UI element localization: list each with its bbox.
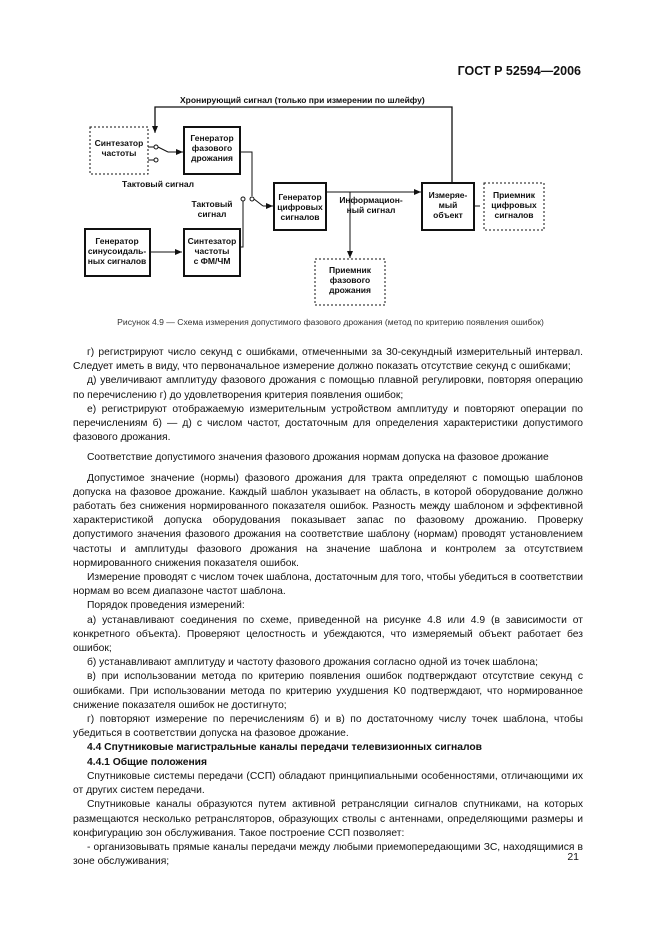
paragraph: Допустимое значение (нормы) фазового дрожания для тракта определяют с помощью шаблонов допуска на фазовое дрожание. Каждый шаблон указывает на область, в которой оборудование должно работать без снижения нормированного показателя ошибок. Разность между шаблоном и эффективной характеристикой допуска оборудования показывает запас по фазовому дрожанию. Проверку допустимого значения фазового дрожания на соответствие шаблону (нормам) проводят установлением частоты и амплитуды фазового дрожания на значение шаблона и контролем за отсутствием нормированного снижения показателя ошибок. (73, 472, 583, 569)
jitter-receiver-label: Приемник фазового дрожания (328, 265, 372, 295)
phase-jitter-generator-label: Генератор фазового дрожания (190, 133, 234, 163)
paragraph: в) при использовании метода по критерию появления ошибок подтверждают отсутствие секунд с ошибками. При использовании метода по критерию ухудшения K0 подтверждают, что нормированное снижение показателя ошибок не достигнуто; (73, 671, 583, 711)
paragraph: е) регистрируют отображаемую измерительным устройством амплитуду и повторяют операции по перечислениям б) — д) с числом частот, достаточным для определения характеристики допустимого фазового дрожания. (73, 403, 583, 444)
paragraph: Спутниковые системы передачи (ССП) обладают принципиальными особенностями, отличающими их от других систем передачи. (73, 770, 583, 797)
paragraph: д) увеличивают амплитуду фазового дрожания с помощью плавной регулировки, повторяя операцию по перечислению г) до удовлетворения критерия появления ошибок; (73, 375, 583, 401)
paragraph: г) повторяют измерение по перечислениям б) и в) по достаточному числу точек шаблона, чтобы убедиться в соответствии допуска на фазовое дрожание. (73, 714, 583, 740)
document-id: ГОСТ Р 52594—2006 (457, 64, 581, 78)
device-under-test-label: Измеряе-мый объект (428, 190, 468, 220)
measurement-diagram (0, 0, 661, 320)
paragraph: б) устанавливают амплитуду и частоту фазового дрожания согласно одной из точек шаблона; (87, 657, 538, 669)
sine-generator-label: Генератор синусоидаль-ных сигналов (87, 236, 147, 266)
clock-signal-label-1: Тактовый сигнал (122, 179, 195, 189)
digital-signal-generator-label: Генератор цифровых сигналов (277, 192, 323, 222)
figure-caption: Рисунок 4.9 — Схема измерения допустимого фазового дрожания (метод по критерию появления ошибок) (117, 317, 544, 327)
section-heading: 4.4 Спутниковые магистральные каналы передачи телевизионных сигналов (87, 742, 482, 754)
paragraph: Измерение проводят с числом точек шаблона, достаточным для того, чтобы убедиться в соответствии нормам во всем диапазоне частот шаблона. (73, 572, 583, 598)
paragraph-heading: Соответствие допустимого значения фазового дрожания нормам допуска на фазовое дрожание (87, 452, 549, 464)
paragraph: Порядок проведения измерений: (87, 600, 245, 612)
digital-receiver-label: Приемник цифровых сигналов (491, 190, 537, 220)
paragraph: Спутниковые каналы образуются путем активной ретрансляции сигналов спутниками, на которых размещаются несколько ретрансляторов, образующих стволы с антеннами, определяющими размеры и конфигурацию зон обслуживания. Такое построение ССП позволяет: (73, 799, 583, 839)
frequency-synthesizer-label: Синтезатор частоты (94, 138, 144, 158)
clock-signal-label-2: Тактовый сигнал (191, 199, 233, 219)
body-text (73, 346, 583, 869)
paragraph: г) регистрируют число секунд с ошибками, отмеченными за 30-секундный измерительный интервал. Следует иметь в виду, что первоначальное измерение должно показать отсутствие секунд с ошибками; (73, 347, 583, 373)
loop-signal-label: Хронирующий сигнал (только при измерении по шлейфу) (180, 95, 425, 105)
subsection-heading: 4.4.1 Общие положения (87, 756, 207, 768)
page-number: 21 (567, 851, 579, 863)
paragraph: а) устанавливают соединения по схеме, приведенной на рисунке 4.8 или 4.9 (в зависимости от конкретного объекта). Проверяют целостность и убеждаются, что измеряемый объект работает без ошибок; (73, 614, 583, 655)
info-signal-label: Информацион-ный сигнал (339, 195, 403, 215)
paragraph: - организовывать прямые каналы передачи между любыми приемопередающими ЗС, находящимися в зоне обслуживания; (73, 841, 583, 868)
fm-synthesizer-label: Синтезатор частоты с ФМ/ЧМ (187, 236, 237, 266)
